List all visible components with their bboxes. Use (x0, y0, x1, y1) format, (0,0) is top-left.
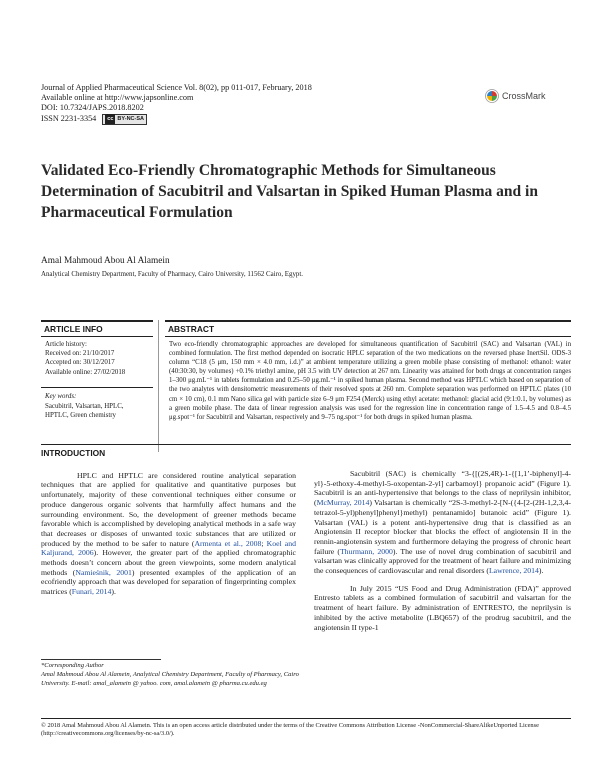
intro-paragraph (41, 471, 296, 597)
issn: ISSN 2231-3354 (41, 114, 97, 123)
keywords-line-2: HPTLC, Green chemistry (45, 412, 116, 420)
keywords-block (41, 392, 157, 421)
citation-link[interactable]: Lawrence, 2014 (488, 566, 539, 576)
license-rule (41, 718, 571, 719)
received-date: Received on: 21/10/2017 (45, 350, 115, 358)
author-names: Amal Mahmoud Abou Al Alamein (41, 256, 170, 266)
citation-link[interactable]: Armenta et al., 2008 (194, 538, 262, 548)
intro-text-4: ) presented examples of the application of an ecofriendly approach that was developed for separation of fingerprinting complex matrices ( (41, 567, 297, 597)
right-text-1: Sacubitril (SAC) is chemically “3-{[(2S,4R)-1-{[1,1’-biphenyl]-4-yl}-5-ethoxy-4-methyl-5-oxopentan-2-yl] carbamoyl} propanoic acid” (Figure 1). Sacubitril is an anti-hypertensive that belongs to the class of neprilysin inhibitor, ( (314, 469, 571, 508)
introduction-heading: INTRODUCTION (41, 448, 106, 458)
keywords-label: Key words: (45, 393, 77, 400)
info-divider (41, 387, 153, 388)
corresponding-author-footnote (41, 662, 301, 688)
right-text-4: ). (538, 566, 544, 576)
citation-link[interactable]: Funari, 2014 (71, 587, 112, 597)
article-history (41, 337, 153, 377)
fda-paragraph: In July 2015 “US Food and Drug Administration (FDA)” approved Entresto tablets as a combined formulation of sacubitril and valsartan for the treatment of heart failure. By administration of ENTRESTO, the neprilysin is inhibited by the active metabolite (LBQ657) of the prodrug sacubitril, and the angiotensin II type-1 (314, 583, 571, 632)
citation-link[interactable]: Thurmann, 2000 (339, 546, 393, 556)
right-text-2: ) Valsartan is chemically “2S-3-methyl-2-[N-({4-[2-(2H-1,2,3,4-tetrazol-5-yl)phenyl]phenyl}methyl) pentanamido] butanoic acid” (Figure 1). Valsartan (VAL) is a potent anti-hypertensive drug that is classified as an Angiotensin II receptor blocker that blocks the effect of angiotensin II in the rennin-angiotensin system and furthermore delaying the progress of chronic heart failure ( (314, 498, 571, 556)
journal-website-link[interactable]: http://www.japsonline.com (104, 93, 194, 103)
accepted-date: Accepted on: 30/12/2017 (45, 359, 115, 367)
author-affiliation: Analytical Chemistry Department, Faculty of Pharmacy, Cairo University, 11562 Cairo, Egypt. (41, 271, 303, 278)
footnote-rule (41, 659, 161, 660)
article-info-panel (41, 320, 153, 377)
citation-link[interactable]: McMurray, 2014 (316, 498, 370, 508)
citation-link[interactable]: Namieśnik, 2001 (75, 567, 132, 577)
article-title: Validated Eco-Friendly Chromatographic Methods for Simultaneous Determination of Sacubitril and Valsartan in Spiked Human Plasma and in Pharmaceutical Formulation (41, 162, 538, 221)
citation-link[interactable]: Koel and Kaljurand, 2006 (41, 538, 296, 558)
abstract-panel (165, 320, 571, 422)
column-separator (158, 320, 159, 452)
license-statement: © 2018 Amal Mahmoud Abou Al Alamein. This is an open access article distributed under the terms of the Creative Commons Attribution License -NonCommercial-ShareAlikeUnported License (http://creativecommons.org/licenses/by-nc-sa/3.0/). (41, 722, 539, 738)
cc-license-badge[interactable] (102, 114, 147, 125)
availability-line (41, 93, 312, 103)
intro-text-3: ). However, the greater part of the applied chromatographic methods doesn’t concern about the green viewpoints, some modern analytical methods ( (41, 548, 296, 577)
body-column-left (41, 449, 296, 597)
right-text-3: ). The use of novel drug combination of sacubitril and valsartan was clinically approved for the treatment of heart failure and minimizing the consequences of cardiovascular and renal disorders ( (314, 546, 571, 576)
online-date: Available online: 27/02/2018 (45, 368, 126, 376)
intro-text-5: ). (111, 587, 116, 597)
cc-logo-icon: cc (105, 114, 115, 124)
abstract-bottom-rule (41, 444, 571, 445)
crossmark-icon (485, 89, 499, 103)
abstract-text: Two eco-friendly chromatographic approaches are developed for simultaneous quantification of Sacubitril (SAC) and Valsartan (VAL) in combined formulation. The first method depended on isocratic HPLC separation of the two medications on the reversed phase InertSil. ODS-3 column “C18 (5 μm, 150 mm × 4.0 mm, i.d.)” at ambient temperature utilizing a green mobile phase consisting of methanol: ethanol: water (40:30:30, by volumes) +0.1% triethyl amine, pH 3.5 with UV detection at 267 nm. Linearity was attained for both drugs at concentration ranges 1–300 μg.mL⁻¹ in tablets formulation and 0.25–50 μg.mL⁻¹ in spiked human plasma. Second method was HPTLC which based on separation of the two analytes with densitometric measurements of their resolved spots at 260 nm. Complete separation was performed on HPTLC plates (10 cm × 10 cm), 0.1 mm Nano silica gel with particle size 6–9 μm F254 (Merck) using ethyl acetate: methanol: glacial acid (9:1:0.1, by volumes) as a green mobile phase. The data of linear regression analysis was used for the regression line in concentration range of 1.5–4.5 and 0.8–4.5 μg.spot⁻¹ for Sacubitril and Valsartan, respectively and 9–75 ng.spot⁻¹ for both drugs in spiked human plasma. (169, 341, 571, 421)
crossmark-badge[interactable] (485, 89, 546, 103)
article-info-heading: ARTICLE INFO (41, 320, 153, 337)
footnote-label: *Corresponding Author (41, 662, 104, 669)
journal-citation: Journal of Applied Pharmaceutical Science Vol. 8(02), pp 011-017, February, 2018 (41, 83, 312, 92)
issn-row (41, 114, 312, 125)
body-column-right (314, 469, 571, 632)
sacubitril-paragraph (314, 469, 571, 576)
availability-prefix: Available online at (41, 93, 105, 103)
keywords-line-1: Sacubitril, Valsartan, HPLC, (45, 403, 124, 411)
journal-metadata (41, 83, 312, 125)
abstract-heading: ABSTRACT (165, 320, 571, 337)
history-label: Article history: (45, 341, 87, 348)
footnote-text: Amal Mahmoud Abou Al Alamein, Analytical Chemistry Department, Faculty of Pharmacy, Cairo University. E-mail: amal_alamein @ yahoo. com, amal.alamein @ pharma.cu.edu.eg (41, 671, 299, 687)
doi: DOI: 10.7324/JAPS.2018.8202 (41, 103, 144, 113)
cc-badge-terms: BY-NC-SA (117, 116, 144, 123)
intro-text-1: HPLC and HPTLC are considered routine analytical separation techniques that are applied for qualitative and quantitative purposes but unfortunately, majority of these conventional techniques either consume or produce dangerous organic solvents that harmfully affect humans and the surrounding environment. So, the development of greener methods became favorable which is accomplished by developing analytical methods in a safe way that decreases or disposes of unwanted toxic substances that are utilized or produced by the method to be safer to nature ( (41, 470, 296, 548)
intro-text-2: ; (261, 538, 267, 548)
crossmark-label: CrossMark (502, 91, 546, 101)
